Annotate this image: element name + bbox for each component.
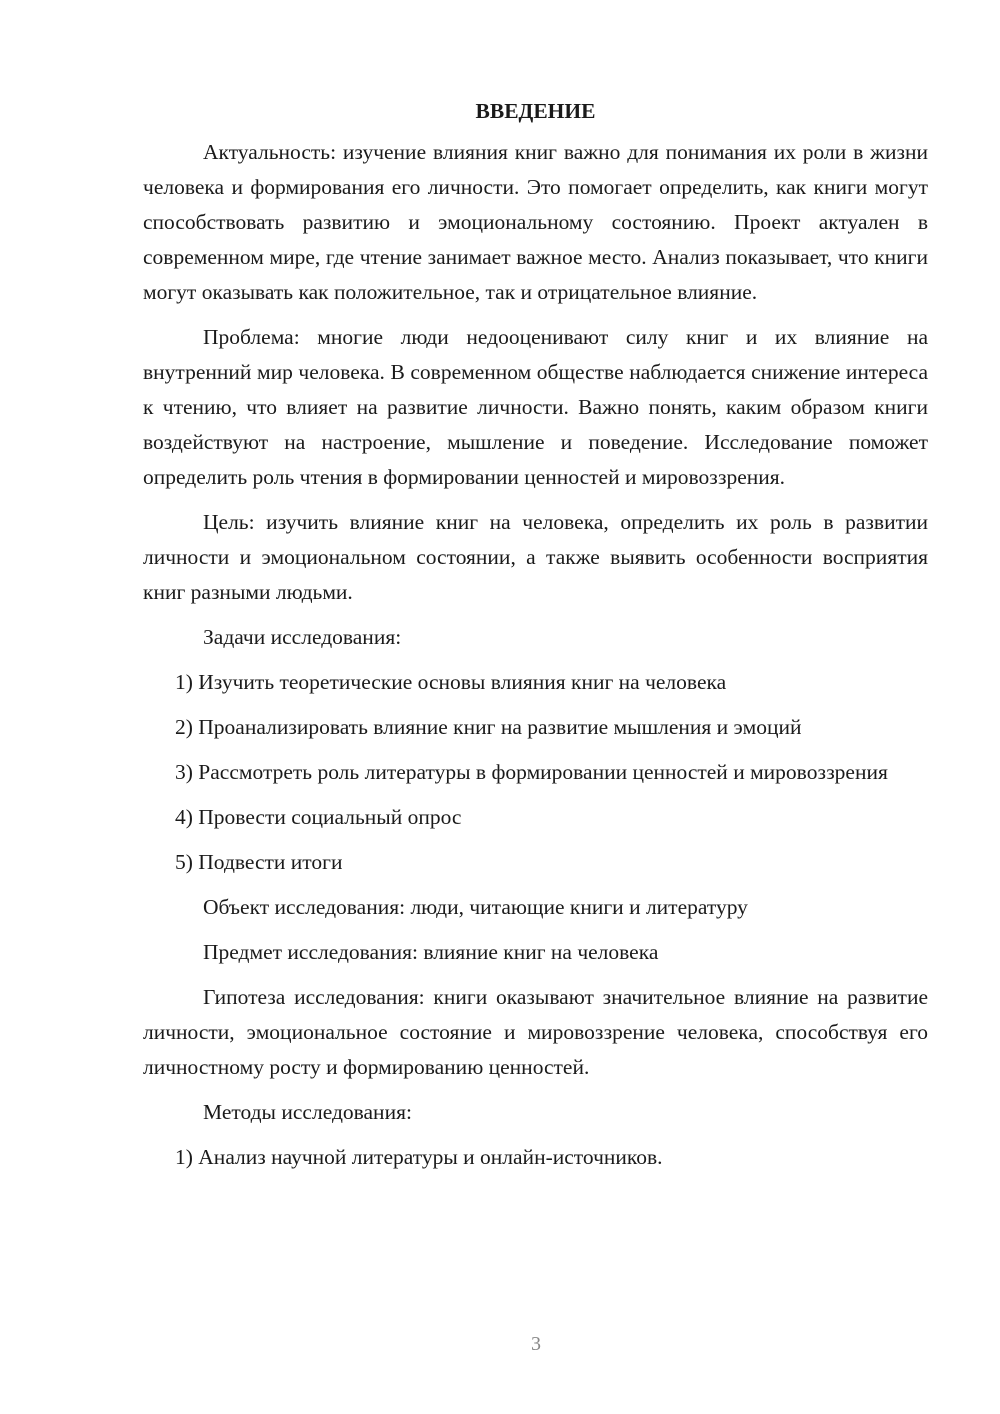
- task-item: 3) Рассмотреть роль литературы в формировании ценностей и мировоззрения: [175, 760, 888, 784]
- task-item: 1) Изучить теоретические основы влияния книг на человека: [175, 670, 727, 694]
- hypothesis-paragraph: Гипотеза исследования: книги оказывают значительное влияние на развитие личности, эмоциональное состояние и мировоззрение человека, способствуя его личностному росту и формированию ценностей.: [143, 985, 928, 1079]
- method-item: 1) Анализ научной литературы и онлайн-источников.: [175, 1145, 663, 1169]
- section-title: ВВЕДЕНИЕ: [475, 99, 596, 123]
- page-number: 3: [531, 1333, 541, 1355]
- goal-paragraph: Цель: изучить влияние книг на человека, определить их роль в развитии личности и эмоциональном состоянии, а также выявить особенности восприятия книг разными людьми.: [143, 510, 928, 604]
- task-item: 2) Проанализировать влияние книг на развитие мышления и эмоций: [175, 715, 802, 739]
- problem-paragraph: Проблема: многие люди недооценивают силу книг и их влияние на внутренний мир человека. В современном обществе наблюдается снижение интереса к чтению, что влияет на развитие личности. Важно понять, каким образом книги воздействуют на настроение, мышление и поведение. Исследование поможет определить роль чтения в формировании ценностей и мировоззрения.: [143, 325, 928, 489]
- relevance-paragraph: Актуальность: изучение влияния книг важно для понимания их роли в жизни человека и формирования его личности. Это помогает определить, как книги могут способствовать развитию и эмоциональному состоянию. Проект актуален в современном мире, где чтение занимает важное место. Анализ показывает, что книги могут оказывать как положительное, так и отрицательное влияние.: [143, 140, 928, 304]
- subject-line: Предмет исследования: влияние книг на человека: [203, 940, 659, 964]
- task-item: 5) Подвести итоги: [175, 850, 343, 874]
- document-page: [143, 93, 928, 1185]
- tasks-heading: Задачи исследования:: [203, 625, 402, 649]
- object-line: Объект исследования: люди, читающие книги и литературу: [203, 895, 748, 919]
- task-item: 4) Провести социальный опрос: [175, 805, 462, 829]
- methods-heading: Методы исследования:: [203, 1100, 412, 1124]
